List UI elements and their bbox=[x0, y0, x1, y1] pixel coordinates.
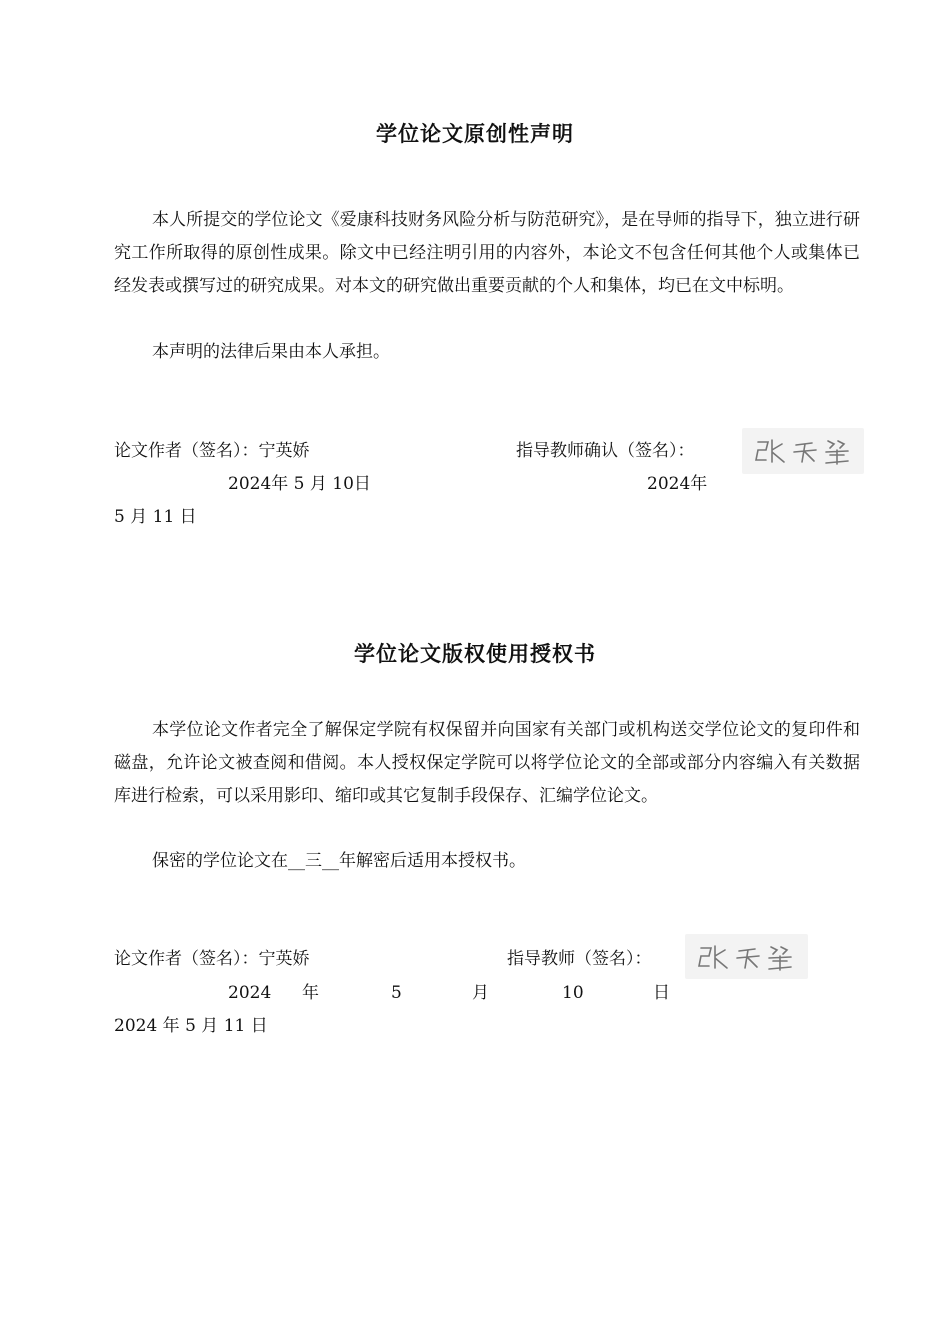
advisor-confirm-label: 指导教师确认（签名）： bbox=[516, 441, 695, 461]
advisor-date-year: 2024年 bbox=[647, 474, 708, 494]
author-signature-label: 论文作者（签名）：宁英娇 bbox=[114, 441, 310, 461]
confidentiality-paragraph: 保密的学位论文在__三__年解密后适用本授权书。 bbox=[152, 851, 526, 871]
legal-consequence-paragraph: 本声明的法律后果由本人承担。 bbox=[152, 342, 390, 362]
author-signature-label-2: 论文作者（签名）：宁英娇 bbox=[114, 949, 310, 969]
copyright-authorization-title: 学位论文版权使用授权书 bbox=[354, 642, 596, 666]
author-date-day-unit-2: 日 bbox=[653, 983, 670, 1003]
author-date-year-unit-2: 年 bbox=[302, 983, 319, 1003]
advisor-signature-image-2 bbox=[685, 934, 808, 979]
originality-statement-title: 学位论文原创性声明 bbox=[376, 122, 574, 146]
author-date-month-2: 5 bbox=[391, 983, 402, 1003]
author-date: 2024年 5 月 10日 bbox=[228, 474, 371, 494]
copyright-authorization-paragraph: 本学位论文作者完全了解保定学院有权保留并向国家有关部门或机构送交学位论文的复印件和磁盘，允许论文被查阅和借阅。本人授权保定学院可以将学位论文的全部或部分内容编入有关数据库进行检索，可以采用影印、缩印或其它复制手段保存、汇编学位论文。 bbox=[114, 720, 860, 806]
advisor-date-2: 2024 年 5 月 11 日 bbox=[114, 1016, 268, 1036]
advisor-signature-image bbox=[742, 428, 864, 474]
author-date-day-2: 10 bbox=[562, 983, 584, 1003]
advisor-signature-label-2: 指导教师（签名）： bbox=[507, 949, 652, 969]
author-date-year-2: 2024 bbox=[228, 983, 272, 1003]
advisor-date-month-day: 5 月 11 日 bbox=[114, 507, 197, 527]
author-date-month-unit-2: 月 bbox=[472, 983, 489, 1003]
originality-statement-paragraph: 本人所提交的学位论文《爱康科技财务风险分析与防范研究》，是在导师的指导下，独立进行研究工作所取得的原创性成果。除文中已经注明引用的内容外，本论文不包含任何其他个人或集体已经发表或撰写过的研究成果。对本文的研究做出重要贡献的个人和集体，均已在文中标明。 bbox=[114, 210, 860, 296]
